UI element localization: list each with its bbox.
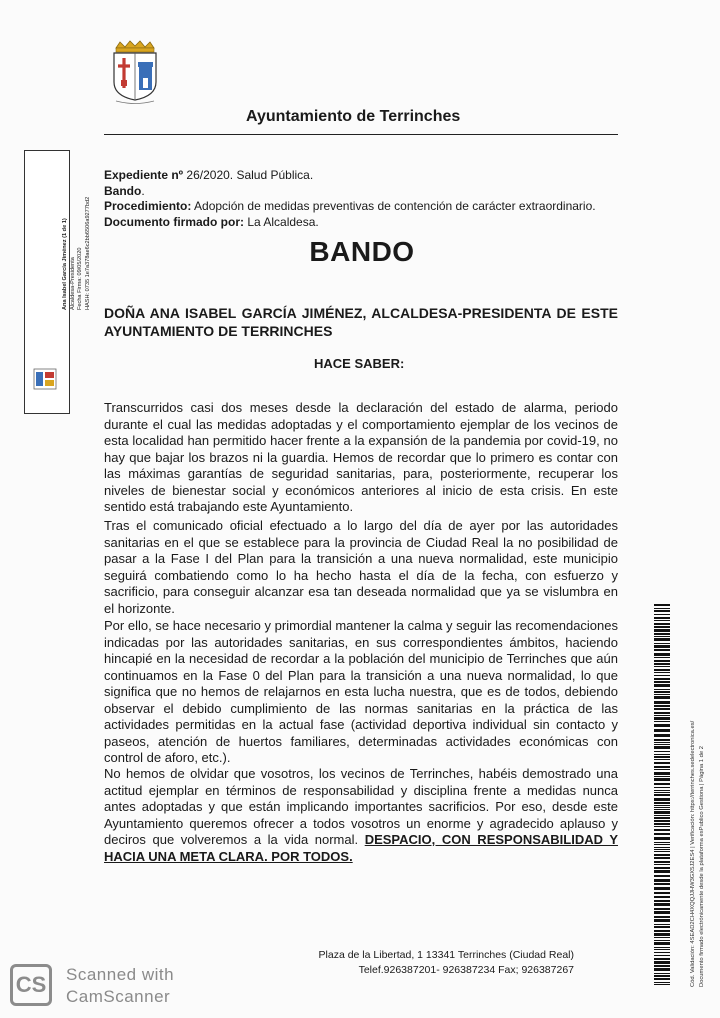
barcode-bar xyxy=(654,756,670,758)
header-divider xyxy=(104,134,618,135)
signature-stamp-text xyxy=(62,190,98,310)
barcode-bar xyxy=(654,968,670,971)
barcode-bar xyxy=(654,911,670,914)
barcode-bar xyxy=(654,623,670,625)
verification-barcode xyxy=(654,604,670,986)
barcode-bar xyxy=(654,629,670,632)
barcode-bar xyxy=(654,896,670,898)
barcode-bar xyxy=(654,663,670,665)
barcode-bar xyxy=(654,675,670,676)
page-title: Ayuntamiento de Terrinches xyxy=(246,108,461,125)
barcode-bar xyxy=(654,643,670,644)
barcode-bar xyxy=(654,666,670,667)
barcode-bar xyxy=(654,660,670,662)
barcode-bar xyxy=(654,984,670,985)
barcode-bar xyxy=(654,867,670,869)
barcode-bar xyxy=(654,610,670,612)
barcode-bar xyxy=(654,701,670,704)
barcode-bar xyxy=(654,792,670,793)
barcode-bar xyxy=(654,717,670,720)
barcode-bar xyxy=(654,657,670,658)
barcode-bar xyxy=(654,900,670,902)
barcode-bar xyxy=(654,776,670,777)
barcode-bar xyxy=(654,696,670,699)
barcode-bar xyxy=(654,965,670,967)
barcode-bar xyxy=(654,681,670,683)
barcode-bar xyxy=(654,790,670,791)
barcode-bar xyxy=(654,778,670,781)
signature-date: Fecha Firma: 09/05/2020 xyxy=(77,247,83,310)
barcode-bar xyxy=(654,672,670,673)
barcode-bar xyxy=(654,653,670,656)
bando-line: Bando. xyxy=(104,183,145,198)
barcode-bar xyxy=(654,691,670,693)
barcode-bar xyxy=(654,769,670,770)
barcode-bar xyxy=(654,724,670,727)
expediente-line xyxy=(104,168,624,184)
documento-value: La Alcaldesa. xyxy=(244,214,319,229)
camscanner-watermark xyxy=(66,964,174,1008)
barcode-bar xyxy=(654,982,670,983)
barcode-bar xyxy=(654,739,670,741)
barcode-bar xyxy=(654,854,670,856)
barcode-bar xyxy=(654,694,670,695)
barcode-bar xyxy=(654,669,670,671)
documento-label: Documento firmado por: xyxy=(104,214,244,229)
closing-emphasis: DESPACIO, CON RESPONSABILIDAD Y HACIA UNA META CLARA. POR TODOS. xyxy=(104,832,619,864)
documento-line xyxy=(104,215,624,231)
barcode-bar xyxy=(654,645,670,648)
procedimiento-value: Adopción de medidas preventivas de contención de carácter extraordinario. xyxy=(191,199,596,213)
barcode-bar xyxy=(654,772,670,775)
procedimiento-line xyxy=(104,199,624,215)
barcode-bar xyxy=(654,947,670,948)
barcode-bar xyxy=(654,817,670,819)
barcode-bar xyxy=(654,937,670,938)
barcode-bar xyxy=(654,837,670,840)
barcode-bar xyxy=(654,844,670,845)
barcode-bar xyxy=(654,851,670,852)
barcode-bar xyxy=(654,742,670,743)
barcode-bar xyxy=(654,942,670,945)
barcode-bar xyxy=(654,754,670,755)
expediente-value: 26/2020. Salud Pública. xyxy=(183,168,314,182)
paragraph-4 xyxy=(104,766,618,865)
signer-role: Alcaldesa-Presidenta xyxy=(69,257,76,310)
municipal-crest-icon xyxy=(106,40,164,106)
barcode-bar xyxy=(654,892,670,894)
barcode-bar xyxy=(654,809,670,810)
document-metadata xyxy=(104,168,624,230)
barcode-bar xyxy=(654,759,670,760)
barcode-bar xyxy=(654,916,670,918)
barcode-bar xyxy=(654,751,670,752)
barcode-bar xyxy=(654,617,670,619)
barcode-bar xyxy=(654,734,670,737)
barcode-bar xyxy=(654,883,670,885)
barcode-bar xyxy=(654,689,670,690)
expediente-label: Expediente nº xyxy=(104,168,184,182)
footer-phone-line: Telef.926387201- 926387234 Fax; 926387267 xyxy=(358,964,574,976)
barcode-bar xyxy=(654,930,670,932)
barcode-bar xyxy=(654,861,670,863)
barcode-bar xyxy=(654,919,670,922)
barcode-bar xyxy=(654,973,670,974)
barcode-bar xyxy=(654,952,670,953)
barcode-bar xyxy=(654,762,670,764)
paragraph-2: Tras el comunicado oficial efectuado a lo largo del día de ayer por las autoridades sanitarias en el que se establece para la provincia de Ciudad Real la no posibilidad de pasar a la Fase I del Plan para la transición a una nueva normalidad, este municipio seguirá combatiendo como lo ha hecho hasta el día de la fecha, con esfuerzo y sacrificio, para conseguir alcanzar esa tan deseada normalidad que ya se vislumbra en el horizonte. xyxy=(104,518,618,616)
barcode-bar xyxy=(654,608,670,609)
barcode-bar xyxy=(654,940,670,941)
barcode-bar xyxy=(654,712,670,714)
paragraph-3: Por ello, se hace necesario y primordial mantener la calma y seguir las recomendaciones indicadas por las autoridades sanitarias, en sus correspondientes ámbitos, haciendo hincapié en la necesidad de recordar a la población del municipio de Terrinches que aún continuamos en la Fase 0 del Plan para la transición a una nueva normalidad, lo que significa que no hemos de relajarnos en esta lucha nuestra, que es de todos, debiendo observar el debido cumplimiento de las normas sanitarias en la práctica de las actividades permitidas en la actual fase (actividad deportiva individual sin contacto y paseos, atención de huertos familiares, determinadas actividades económicas con control de aforo, etc.). xyxy=(104,618,618,765)
signature-hash: HASH: 0735 1e7a378ae6c2bb6506a9277bd2 xyxy=(84,196,91,310)
barcode-bar xyxy=(654,879,670,882)
barcode-bar xyxy=(654,887,670,890)
footer-address xyxy=(314,948,574,978)
barcode-bar xyxy=(654,684,670,687)
barcode-bar xyxy=(654,626,670,628)
mayor-heading: DOÑA ANA ISABEL GARCÍA JIMÉNEZ, ALCALDESA-PRESIDENTA DE ESTE AYUNTAMIENTO DE TERRINCHES xyxy=(104,305,618,339)
barcode-bar xyxy=(654,924,670,925)
barcode-bar xyxy=(654,705,670,707)
barcode-bar xyxy=(654,978,670,980)
camscanner-logo-icon: CS xyxy=(10,964,52,1006)
camscanner-line-2: CamScanner xyxy=(66,987,171,1006)
barcode-bar xyxy=(654,975,670,977)
barcode-bar xyxy=(654,787,670,788)
barcode-bar xyxy=(654,815,670,816)
barcode-bar xyxy=(654,633,670,635)
barcode-bar xyxy=(654,744,670,745)
barcode-bar xyxy=(654,926,670,928)
certificate-logo-icon xyxy=(33,368,57,390)
verification-line-1: Cód. Validación: 4SEAD2CH4XQQJJHW3GX5J2ES4 | Verificación: https://terrinches.sedelectronica.es/ xyxy=(690,720,696,987)
barcode-bar xyxy=(654,638,670,641)
barcode-bar xyxy=(654,721,670,722)
barcode-bar xyxy=(654,783,670,785)
barcode-bar xyxy=(654,729,670,732)
barcode-bar xyxy=(654,961,670,964)
verification-side-text xyxy=(689,647,715,987)
barcode-bar xyxy=(654,811,670,814)
barcode-bar xyxy=(654,849,670,850)
barcode-bar xyxy=(654,678,670,680)
barcode-bar xyxy=(654,820,670,822)
footer-address-line: Plaza de la Libertad, 1 13341 Terrinches (Ciudad Real) xyxy=(318,949,574,961)
barcode-bar xyxy=(654,614,670,615)
barcode-bar xyxy=(654,864,670,865)
hace-saber-heading: HACE SABER: xyxy=(314,356,405,371)
barcode-bar xyxy=(654,933,670,936)
barcode-bar xyxy=(654,949,670,950)
verification-line-2: Documento firmado electrónicamente desde la plataforma esPublico Gestiona | Página 1 de 2 xyxy=(699,746,705,987)
barcode-bar xyxy=(654,958,670,960)
bando-label: Bando xyxy=(104,183,142,198)
barcode-bar xyxy=(654,794,670,796)
barcode-bar xyxy=(654,847,670,848)
barcode-bar xyxy=(654,715,670,716)
signer-name: Ana Isabel García Jiménez (1 de 1) xyxy=(62,218,68,310)
barcode-bar xyxy=(654,870,670,873)
barcode-bar xyxy=(654,875,670,877)
barcode-bar xyxy=(654,903,670,906)
barcode-bar xyxy=(654,649,670,651)
barcode-bar xyxy=(654,842,670,843)
barcode-bar xyxy=(654,798,670,801)
barcode-bar xyxy=(654,802,670,804)
paragraph-1: Transcurridos casi dos meses desde la declaración del estado de alarma, periodo durante el cual las medidas adoptadas y el comportamiento ejemplar de los vecinos de esta localidad han permitido hacer frente a la expansión de la pandemia por covid-19, no hay que bajar los brazos ni la guardia. Hemos de recordar que lo primero es contar con las máximas garantías de seguridad sanitarias, para, posteriormente, recuperar los niveles de bienestar social y económicos anteriores al inicio de esta crisis. En este sentido está trabajando este Ayuntamiento. xyxy=(104,400,618,514)
procedimiento-label: Procedimiento: xyxy=(104,199,192,213)
camscanner-line-1: Scanned with xyxy=(66,965,175,984)
barcode-bar xyxy=(654,857,670,859)
barcode-bar xyxy=(654,766,670,768)
barcode-bar xyxy=(654,955,670,956)
paragraph-4-text: No hemos de olvidar que vosotros, los vecinos de Terrinches, habéis demostrado una actitud ejemplar en términos de responsabilidad y disciplina frente a medidas nunca antes adoptadas y que están implicando importantes sacrificios. Por eso, desde este Ayuntamiento queremos ofrecer a todos vosotros un enorme y agradecido aplauso y deciros que volveremos a la vida normal. xyxy=(104,766,618,847)
barcode-bar xyxy=(654,620,670,621)
barcode-bar xyxy=(654,823,670,825)
barcode-bar xyxy=(654,636,670,637)
barcode-bar xyxy=(654,807,670,808)
barcode-bar xyxy=(654,833,670,835)
barcode-bar xyxy=(654,829,670,831)
barcode-bar xyxy=(654,805,670,806)
barcode-bar xyxy=(654,604,670,606)
barcode-bar xyxy=(654,908,670,910)
barcode-bar xyxy=(654,746,670,749)
bando-title: BANDO xyxy=(309,236,415,267)
barcode-bar xyxy=(654,826,670,827)
barcode-bar xyxy=(654,708,670,710)
